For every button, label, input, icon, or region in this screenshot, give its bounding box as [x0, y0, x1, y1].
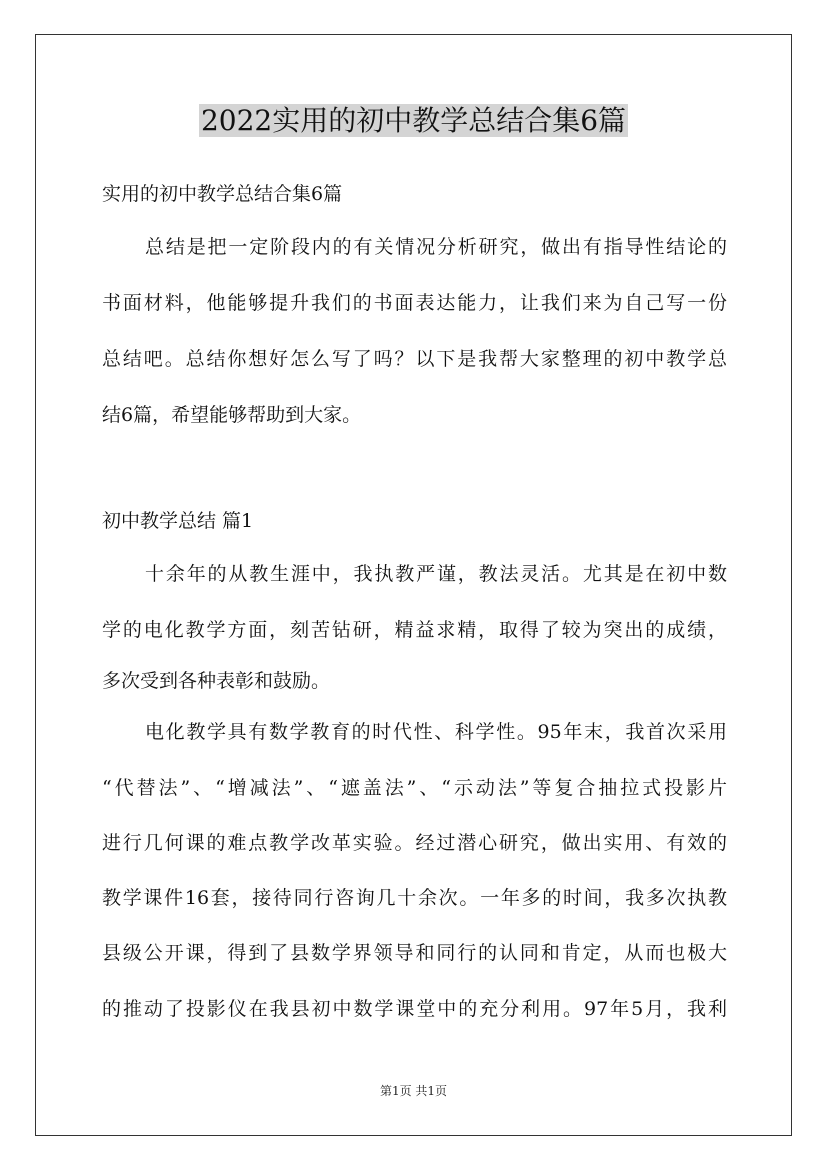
document-title — [0, 100, 827, 142]
intro-line: 总结是把一定阶段内的有关情况分析研究，做出有指导性结论的 — [145, 236, 727, 258]
section-heading: 初中教学总结 篇1 — [102, 510, 254, 532]
paragraph-line: 学的电化教学方面，刻苦钻研，精益求精，取得了较为突出的成绩， — [102, 619, 727, 641]
paragraph-line: 县级公开课，得到了县数学界领导和同行的认同和肯定，从而也极大 — [102, 942, 727, 964]
paragraph-line: 教学课件16套，接待同行咨询几十余次。一年多的时间，我多次执教 — [102, 887, 727, 909]
intro-line: 结6篇，希望能够帮助到大家。 — [102, 404, 362, 426]
paragraph-line: 进行几何课的难点教学改革实验。经过潜心研究，做出实用、有效的 — [102, 832, 727, 854]
paragraph-line: 十余年的从教生涯中，我执教严谨，教法灵活。尤其是在初中数 — [145, 563, 727, 585]
intro-line: 书面材料，他能够提升我们的书面表达能力，让我们来为自己写一份 — [102, 292, 727, 314]
paragraph-line: 多次受到各种表彰和鼓励。 — [102, 670, 331, 692]
paragraph-line: 电化教学具有数学教育的时代性、科学性。95年末，我首次采用 — [145, 721, 727, 743]
document-title-text: 2022实用的初中教学总结合集6篇 — [200, 104, 627, 137]
intro-line: 总结吧。总结你想好怎么写了吗？以下是我帮大家整理的初中教学总 — [102, 348, 727, 370]
paragraph-line: 的推动了投影仪在我县初中数学课堂中的充分利用。97年5月，我利 — [102, 998, 727, 1020]
page-number-footer: 第1页 共1页 — [379, 1084, 448, 1098]
paragraph-line: “代替法”、“增减法”、“遮盖法”、“示动法”等复合抽拉式投影片 — [102, 777, 727, 799]
document-subtitle: 实用的初中教学总结合集6篇 — [102, 183, 343, 205]
